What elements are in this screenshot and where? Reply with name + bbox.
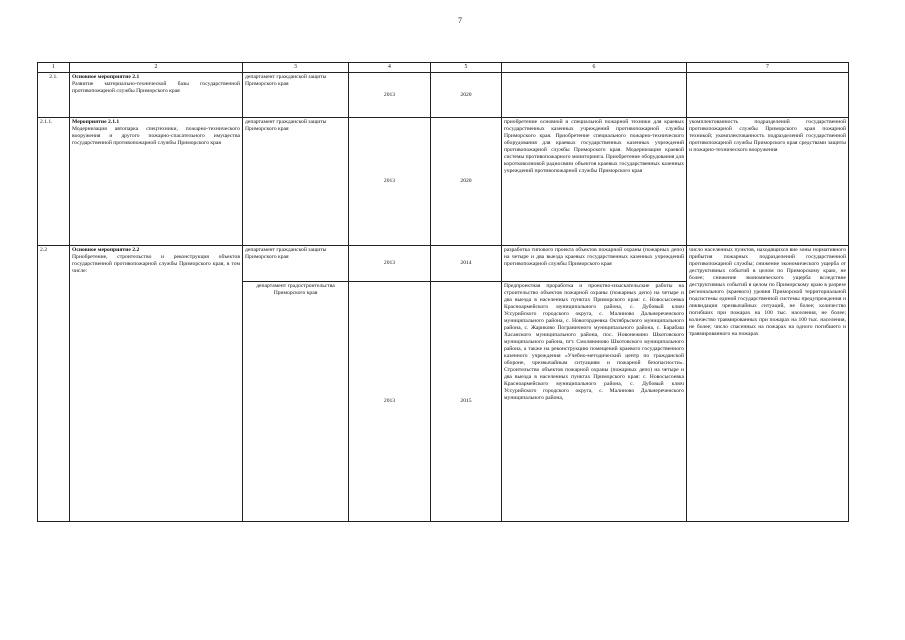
measure-title: Основное мероприятие 2.1 bbox=[72, 74, 140, 81]
column-header: 4 bbox=[349, 63, 431, 73]
start-year: 2013 bbox=[349, 118, 431, 246]
responsible-executor: департамент гражданской защиты Приморского края bbox=[243, 246, 349, 282]
column-header: 6 bbox=[502, 63, 687, 73]
row-number: 2.2 bbox=[38, 246, 70, 522]
column-header: 1 bbox=[38, 63, 70, 73]
end-year: 2014 bbox=[431, 246, 502, 282]
column-header: 5 bbox=[431, 63, 502, 73]
end-year: 2015 bbox=[431, 282, 502, 522]
column-header: 7 bbox=[687, 63, 849, 73]
measure-description: Развитие материально-технической базы государственной противопожарной службы Приморского края bbox=[72, 81, 240, 95]
table-row bbox=[38, 118, 849, 246]
expected-result: приобретение основной и специальной пожарной техники для краевых государственных казенных учреждений противопожарной службы Приморского края. Приобретение специального пожарно-технического оборудования для краевых государственных казенных учреждений противопожарной службы Приморского края. Модернизация краевой системы противопожарного мониторинга. Приобретение оборудования для коротковолновой радиосвязи объектов краевых государственных казенных учреждений противопожарной службы Приморского края bbox=[502, 118, 687, 246]
table-row bbox=[38, 246, 849, 282]
expected-result bbox=[502, 73, 687, 118]
table-header-row bbox=[38, 63, 849, 73]
measure-title: Мероприятие 2.1.1 bbox=[72, 119, 120, 126]
expected-result: Предпроектная проработка и проектно-изыскательские работы на строительство объектов пожарной охраны (пожарных депо) на четыре и два выезда в населенных пунктах Приморского края: с. Новосысоевка Красноармейского муниципального района, с. Дубовый ключ Уссурийского городского округа, с. Малиново Дальнереченского муниципального района, с. Новогордеевка Октябрьского муниципального района, с. Жариково Пограничного муниципального района, с. Барабаш Хасанского муниципального района, пос. Новонежино Шкотовского муниципального района, пгт. Смоляниново Шкотовского муниципального района, а также на реконструкцию помещений краевого государственного казенного учреждения «Учебно-методический центр по гражданской обороне, чрезвычайным ситуациям и пожарной безопасности». Строительство объектов пожарной охраны (пожарных депо) на четыре и два выезда в населенных пунктах Приморского края: с. Новосысоевка Красноармейского муниципального района, с. Дубовый ключ Уссурийского городского округа, с. Малиново Дальнереченского муниципального района, bbox=[502, 282, 687, 522]
start-year: 2013 bbox=[349, 246, 431, 282]
page-number: 7 bbox=[458, 16, 462, 25]
row-number: 2.1.1. bbox=[38, 118, 70, 246]
responsible-executor: департамент гражданской защиты Приморского края bbox=[243, 118, 349, 246]
responsible-executor: департамент гражданской защиты Приморского края bbox=[243, 73, 349, 118]
column-header: 3 bbox=[243, 63, 349, 73]
measure-cell bbox=[70, 118, 243, 246]
measure-cell bbox=[70, 73, 243, 118]
target-indicator: число населенных пунктов, находящихся вне зоны нормативного прибытия пожарных подразделений государственной противопожарной службы; снижение экономического ущерба от деструктивных событий в целом по Приморскому краю, не более; снижение экономического ущерба вследствие деструктивных событий в целом по Приморскому краю в разрезе регионального (краевого) уровня Приморской территориальной подсистемы единой государственной системы предупреждения и ликвидации чрезвычайных ситуаций, не более; количество погибших при пожарах на 100 тыс. населения, не более; количество травмированных при пожарах на 100 тыс. населения, не более; число спасенных на пожарах на одного погибшего и травмированного на пожарах bbox=[687, 246, 849, 522]
expected-result: разработка типового проекта объектов пожарной охраны (пожарных депо) на четыре и два выезда краевых государственных казенных учреждений противопожарной службы Приморского края bbox=[502, 246, 687, 282]
measure-description: Приобретение, строительство и реконструкция объектов государственной противопожарной службы Приморского края, в том числе: bbox=[72, 254, 240, 275]
table-row bbox=[38, 73, 849, 118]
column-header: 2 bbox=[70, 63, 243, 73]
program-measures-table bbox=[37, 62, 849, 522]
start-year: 2013 bbox=[349, 282, 431, 522]
row-number: 2.1. bbox=[38, 73, 70, 118]
target-indicator: укомплектованность подразделений государственной противопожарной службы Приморского края пожарной техникой; укомплектованность подразделений государственной противопожарной службы Приморского края средствами защиты и пожарно-технического вооружения bbox=[687, 118, 849, 246]
measure-title: Основное мероприятие 2.2 bbox=[72, 247, 140, 254]
measure-cell bbox=[70, 246, 243, 522]
end-year: 2020 bbox=[431, 73, 502, 118]
end-year: 2020 bbox=[431, 118, 502, 246]
measure-description: Модернизация автопарка спецтехники, пожарно-технического вооружения и другого пожарно-спасательного имущества государственной противопожарной службы Приморского края bbox=[72, 126, 240, 147]
responsible-executor: департамент градостроительства Приморского края bbox=[243, 282, 349, 522]
start-year: 2013 bbox=[349, 73, 431, 118]
target-indicator bbox=[687, 73, 849, 118]
